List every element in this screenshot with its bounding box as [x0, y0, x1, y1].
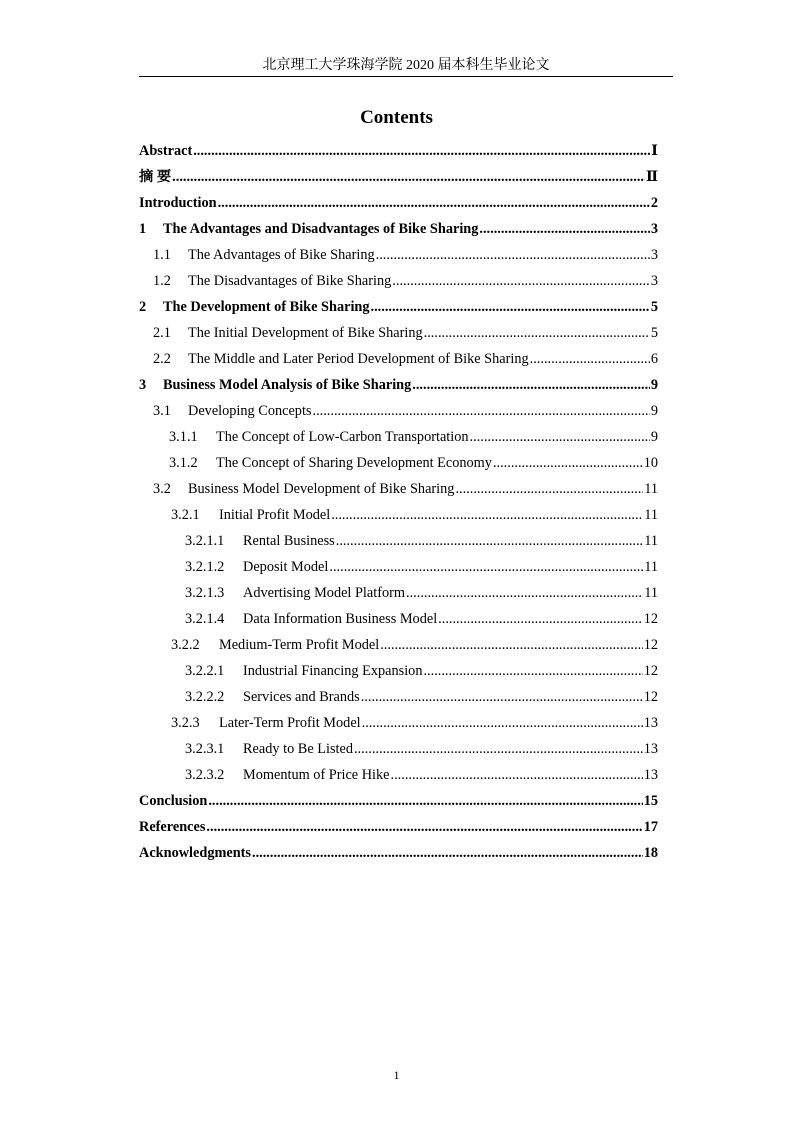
- toc-entry[interactable]: [139, 424, 658, 450]
- toc-entry-page: 5: [650, 299, 658, 315]
- toc-entry-number: 3.2.1: [171, 507, 200, 523]
- toc-entry-title: Developing Concepts: [188, 403, 312, 419]
- toc-entry-number: 3: [139, 377, 147, 393]
- toc-entry-page: 11: [644, 533, 658, 549]
- toc-entry-page: 5: [650, 325, 658, 341]
- toc-entry-number: 3.1.1: [169, 429, 198, 445]
- toc-entry-title: Acknowledgments: [139, 845, 251, 861]
- toc-entry[interactable]: [139, 528, 658, 554]
- toc-entry-title: References: [139, 819, 206, 835]
- toc-dot-leader: [371, 294, 650, 320]
- toc-entry[interactable]: [139, 268, 658, 294]
- toc-entry-number: 3.2: [153, 481, 171, 497]
- toc-entry-page: 9: [650, 429, 658, 445]
- toc-entry-page: 3: [650, 247, 658, 263]
- toc-dot-leader: [392, 268, 650, 294]
- toc-dot-leader: [331, 502, 643, 528]
- toc-dot-leader: [362, 710, 643, 736]
- contents-title: Contents: [360, 107, 433, 128]
- toc-entry-number: 3.2.2: [171, 637, 200, 653]
- toc-dot-leader: [380, 632, 642, 658]
- toc-entry[interactable]: [139, 788, 658, 814]
- toc-entry[interactable]: [139, 684, 658, 710]
- toc-dot-leader: [412, 372, 650, 398]
- toc-entry-title: The Middle and Later Period Development of Bike Sharing: [188, 351, 529, 367]
- toc-entry-title: Business Model Analysis of Bike Sharing: [163, 377, 412, 393]
- toc-entry-title: Medium-Term Profit Model: [219, 637, 380, 653]
- toc-entry-number: 3.1: [153, 403, 171, 419]
- table-of-contents: [139, 138, 658, 866]
- toc-entry-page: 17: [643, 819, 658, 835]
- toc-entry-number: 3.1.2: [169, 455, 198, 471]
- toc-entry[interactable]: [139, 658, 658, 684]
- toc-entry-number: 3.2.2.1: [185, 663, 225, 679]
- toc-entry[interactable]: [139, 554, 658, 580]
- toc-dot-leader: [336, 528, 643, 554]
- toc-entry-number: 1.1: [153, 247, 171, 263]
- toc-entry-number: 1: [139, 221, 147, 237]
- toc-dot-leader: [423, 658, 642, 684]
- toc-entry[interactable]: [139, 450, 658, 476]
- toc-entry-title: The Concept of Low-Carbon Transportation: [216, 429, 469, 445]
- toc-dot-leader: [424, 320, 650, 346]
- toc-entry-title: Rental Business: [243, 533, 335, 549]
- toc-entry-page: Ⅰ: [651, 143, 658, 159]
- toc-entry[interactable]: [139, 320, 658, 346]
- toc-entry[interactable]: [139, 580, 658, 606]
- toc-dot-leader: [391, 762, 643, 788]
- toc-dot-leader: [376, 242, 650, 268]
- toc-dot-leader: [329, 554, 643, 580]
- toc-entry-page: 9: [650, 377, 658, 393]
- toc-entry[interactable]: [139, 372, 658, 398]
- toc-dot-leader: [354, 736, 643, 762]
- toc-dot-leader: [470, 424, 650, 450]
- toc-entry-number: 2.2: [153, 351, 171, 367]
- toc-entry-number: 3.2.2.2: [185, 689, 225, 705]
- toc-entry[interactable]: [139, 814, 658, 840]
- toc-entry-page: Ⅱ: [645, 169, 658, 185]
- toc-entry[interactable]: [139, 476, 658, 502]
- toc-dot-leader: [208, 788, 642, 814]
- toc-entry-title: The Advantages and Disadvantages of Bike Sharing: [163, 221, 479, 237]
- toc-entry-title: Ready to Be Listed: [243, 741, 353, 757]
- toc-entry[interactable]: [139, 242, 658, 268]
- toc-entry[interactable]: [139, 736, 658, 762]
- toc-entry-title: Later-Term Profit Model: [219, 715, 361, 731]
- toc-entry[interactable]: [139, 398, 658, 424]
- toc-entry-title: The Initial Development of Bike Sharing: [188, 325, 423, 341]
- page-header: 北京理工大学珠海学院 2020 届本科生毕业论文: [262, 58, 550, 73]
- toc-entry-number: 3.2.1.3: [185, 585, 225, 601]
- toc-entry-title: The Disadvantages of Bike Sharing: [188, 273, 392, 289]
- toc-entry-number: 3.2.1.4: [185, 611, 225, 627]
- toc-entry-title: Deposit Model: [243, 559, 329, 575]
- toc-dot-leader: [438, 606, 643, 632]
- toc-entry-title: Introduction: [139, 195, 217, 211]
- toc-entry-page: 12: [643, 637, 658, 653]
- toc-dot-leader: [313, 398, 650, 424]
- toc-dot-leader: [361, 684, 643, 710]
- toc-entry-title: 摘 要: [139, 169, 172, 185]
- toc-entry-page: 10: [643, 455, 658, 471]
- toc-dot-leader: [406, 580, 643, 606]
- toc-entry-page: 13: [643, 767, 658, 783]
- toc-entry-number: 3.2.1.1: [185, 533, 225, 549]
- toc-dot-leader: [218, 190, 650, 216]
- toc-entry-title: Industrial Financing Expansion: [243, 663, 423, 679]
- toc-entry-page: 3: [650, 221, 658, 237]
- toc-entry-page: 11: [644, 559, 658, 575]
- toc-entry-title: Momentum of Price Hike: [243, 767, 390, 783]
- toc-entry-page: 13: [643, 741, 658, 757]
- toc-entry-number: 3.2.1.2: [185, 559, 225, 575]
- toc-dot-leader: [479, 216, 649, 242]
- toc-entry-page: 6: [650, 351, 658, 367]
- toc-entry-page: 11: [644, 481, 658, 497]
- toc-entry-page: 12: [643, 689, 658, 705]
- toc-entry-title: The Advantages of Bike Sharing: [188, 247, 375, 263]
- toc-entry[interactable]: [139, 762, 658, 788]
- toc-entry[interactable]: [139, 346, 658, 372]
- toc-entry-page: 13: [643, 715, 658, 731]
- toc-entry-number: 3.2.3.1: [185, 741, 225, 757]
- toc-dot-leader: [206, 814, 642, 840]
- toc-dot-leader: [530, 346, 650, 372]
- toc-entry-page: 2: [650, 195, 658, 211]
- toc-entry-title: Conclusion: [139, 793, 208, 809]
- toc-entry-title: Data Information Business Model: [243, 611, 438, 627]
- toc-entry[interactable]: [139, 502, 658, 528]
- toc-entry-title: Services and Brands: [243, 689, 360, 705]
- toc-entry-page: 12: [643, 611, 658, 627]
- toc-entry-title: Initial Profit Model: [219, 507, 331, 523]
- toc-entry-title: The Development of Bike Sharing: [163, 299, 370, 315]
- toc-entry-page: 11: [644, 585, 658, 601]
- toc-entry-number: 3.2.3.2: [185, 767, 225, 783]
- toc-entry-number: 2: [139, 299, 147, 315]
- page-number: 1: [393, 1068, 400, 1082]
- toc-entry[interactable]: [139, 606, 658, 632]
- toc-entry[interactable]: [139, 632, 658, 658]
- toc-entry[interactable]: [139, 216, 658, 242]
- toc-dot-leader: [172, 164, 645, 190]
- toc-entry[interactable]: [139, 294, 658, 320]
- toc-entry[interactable]: [139, 164, 658, 190]
- toc-entry-page: 9: [650, 403, 658, 419]
- toc-dot-leader: [493, 450, 643, 476]
- toc-dot-leader: [193, 138, 650, 164]
- toc-entry-title: Abstract: [139, 143, 193, 159]
- toc-dot-leader: [252, 840, 643, 866]
- toc-entry-title: Advertising Model Platform: [243, 585, 406, 601]
- toc-entry[interactable]: [139, 710, 658, 736]
- toc-entry-page: 12: [643, 663, 658, 679]
- toc-entry-page: 11: [644, 507, 658, 523]
- toc-entry-number: 3.2.3: [171, 715, 200, 731]
- toc-entry-title: The Concept of Sharing Development Economy: [216, 455, 492, 471]
- toc-entry-number: 2.1: [153, 325, 171, 341]
- toc-entry-page: 18: [643, 845, 658, 861]
- toc-entry-title: Business Model Development of Bike Sharing: [188, 481, 455, 497]
- toc-entry[interactable]: [139, 138, 658, 164]
- toc-entry-number: 1.2: [153, 273, 171, 289]
- toc-entry[interactable]: [139, 840, 658, 866]
- header-rule: [139, 76, 673, 77]
- toc-dot-leader: [455, 476, 643, 502]
- toc-entry-page: 15: [643, 793, 658, 809]
- toc-entry-page: 3: [650, 273, 658, 289]
- toc-entry[interactable]: [139, 190, 658, 216]
